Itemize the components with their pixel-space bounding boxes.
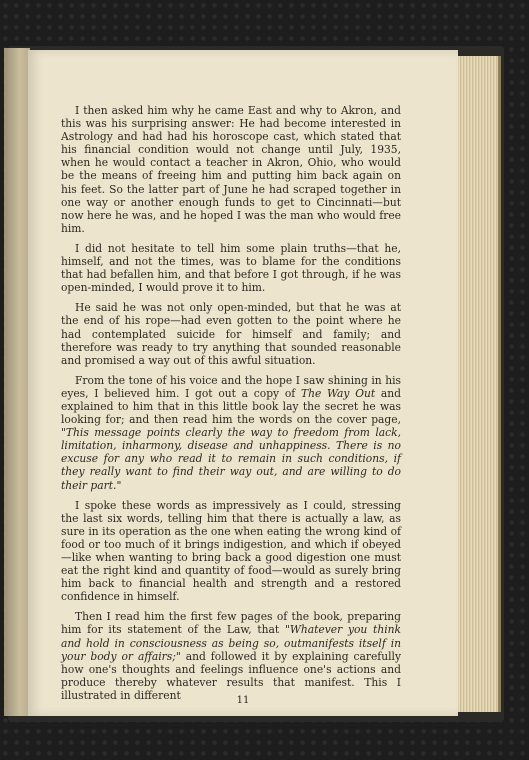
left-page-edge (4, 48, 30, 716)
page-body-text (61, 104, 401, 709)
text-run: I did not hesitate to tell him some plain truths—that he, himself, and not the times, was to blame for the conditions that had befallen him, and that before I got through, if he was open-minded, I would prove it to him. (61, 241, 401, 295)
page-number: 11 (236, 695, 250, 706)
text-run: He said he was not only open-minded, but that he was at the end of his rope—had even gotten to the point where he had contemplated suicide for himself and family; and therefore was ready to try anything that sounded reasonable and promised a way out of this awful situation. (61, 301, 401, 367)
paragraph (61, 499, 401, 604)
text-run: " and followed it by explaining carefully how one's thoughts and feelings influence one's actions and produce thereby whatever results that manifest. This I illustrated in different (61, 649, 401, 702)
paragraph (61, 242, 401, 294)
italic-text: Whatever you think and hold in consciousness as being so, outmanifests itself in your body or affairs; (61, 623, 401, 663)
text-run: I then asked him why he came East and why to Akron, and this was his surprising answer: He had become interested in Astrology and had had his horoscope cast, which stated that his financial condition would not change until July, 1935, when he would contact a teacher in Akron, Ohio, who would be the means of freeing him and putting him back again on his feet. So the latter part of June he had scraped together in one way or another enough funds to get to Cincinnati—but now here he was, and he hoped I was the man who would free him. (61, 104, 401, 235)
text-run: Then I read him the first few pages of the book, preparing him for its statement of the Law, that " (61, 610, 401, 637)
text-run: " (116, 478, 122, 492)
paragraph (61, 374, 401, 492)
paragraph (61, 301, 401, 366)
text-run: I spoke these words as impressively as I could, stressing the last six words, telling him that there is actually a law, as sure in its operation as the one when eating the wrong kind of food or too much of it brings indigestion, and which if obeyed—like when wanting to bring back a good digestion one must eat the right kind and quantity of food—would as surely bring him back to financial health and strength and a restored confidence in himself. (61, 498, 401, 604)
paragraph (61, 104, 401, 235)
text-run: From the tone of his voice and the hope I saw shining in his eyes, I believed him. I got out a copy of (61, 373, 401, 400)
italic-text: The Way Out (300, 386, 376, 400)
page-edges (456, 56, 501, 712)
italic-text: This message points clearly the way to freedom from lack, limitation, inharmony, disease and unhappiness. There is no excuse for any who read it to remain in such conditions, if they really want to find their way out, and are willing to do their part. (61, 426, 401, 492)
paragraph (61, 610, 401, 702)
text-run: and explained to him that in this little book lay the secret he was looking for; and then read him the words on the cover page, " (61, 386, 401, 440)
